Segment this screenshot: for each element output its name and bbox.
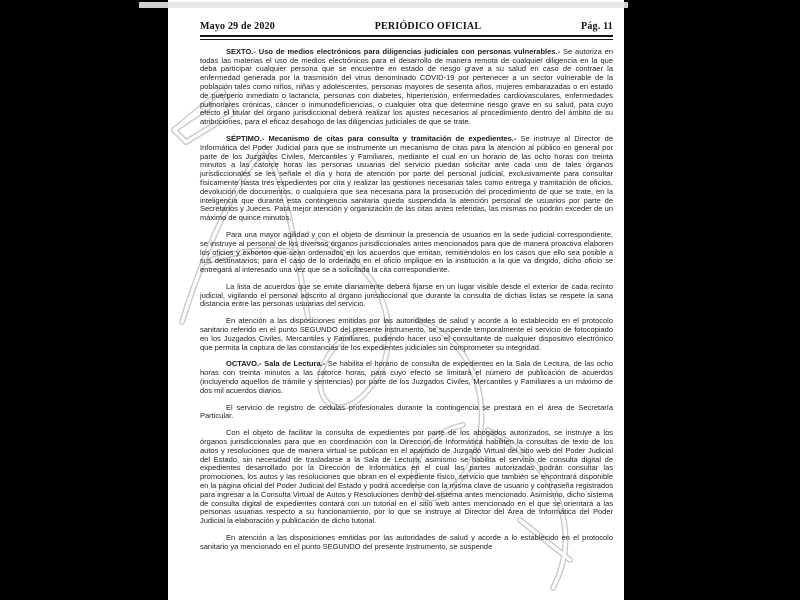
paragraph-octavo [200,360,613,395]
paragraph-final-suspende [200,534,613,552]
rule-thin-line [200,39,613,40]
gazette-page [168,0,624,600]
header-page-number: Pág. 11 [581,21,613,32]
paragraph-consulta-digital [200,429,613,526]
header-date: Mayo 29 de 2020 [200,21,275,32]
header-double-rule [200,35,613,40]
paragraph-lista-acuerdos [200,283,613,309]
paragraph-cedulas [200,404,613,422]
paragraph-text: Se instruye al Director de Informática del Poder Judicial para que se instrumente un mecanismo de citas para la atención al público en general por parte de los Juzgados Civiles, Mercantiles y Familiares, mediante el cual en un horario de las ocho horas con treinta minutos a las catorce horas las personas usuarias del servicio puedan solicitar ante cada uno de tales órganos jurisdiccionales se les señale el día y hora de atención por parte del personal judicial, exclusivamente para consultar físicamente hasta tres expedientes por cita y realizar las gestiones necesarias tales como entrega y tramitación de oficios, devolución de documentos, o cualquiera que sea necesaria para la prosecución del procedimiento de que se trate, en la inteligencia que durante esta contingencia sanitaria queda suspendida la atención personal de usuarios por parte de Secretarios y Jueces. Para mejor atención y organización de las citas antes referidas, las mismas no podrán exceder de un máximo de quince minutos. [200,133,614,223]
paragraph-fotocopiado [200,317,613,352]
paragraph-septimo [200,135,613,223]
paragraph-text: Para una mayor agilidad y con el objeto de disminuir la presencia de usuarios en la sede judicial correspondiente, se instruye al personal de los diversos órganos jurisdiccionales antes mencionados para que de manera proactiva elaboren los oficios y exhortos que sean ordenados en los acuerdos que emitan, remitiéndolos en los casos que ello sea posible a sus destinatarios; para el caso de lo ordenado en el oficio implique en la institución a la que va dirigido, dicho oficio se entregará al interesado una vez que se a solicitada la cita correspondiente. [200,229,613,275]
page-header [200,21,613,32]
document-body [200,48,613,552]
paragraph-text: El servicio de registro de cedulas profesionales durante la contingencia se prestará en el área de Secretaría Particular. [200,402,613,421]
paragraph-sexto [200,48,613,127]
paragraph-text: Se autoriza en todas las materias el uso de medios electrónicos para el desarrollo de manera remota de cualquier diligencia en la que deba participar cualquier persona que se encuentre en estado de riesgo grave a su salud en caso de contraer la enfermedad generada por la trasmisión del virus denominado COVID-19 por pertenecer a un sector vulnerable de la población tales como niños, niñas y adolescentes, personas mayores de sesenta años, mujeres embarazadas o en estado de puerperio inmediato o lactancia, personas con diabetes, hipertensión, enfermedades cardiovasculares, enfermedades pulmonares crónicas, cáncer o inmunodeficiencias, o cualquier otra que determine riesgo grave en su salud, para cuyo efecto el titular del órgano jurisdiccional deberá realizar los ajustes necesarios al procedimiento dentro del ámbito de su atribuciones, para el eficaz desahogo de las diligencias judiciales de que se trate. [200,46,613,127]
paragraph-text: Se habilita el horario de consulta de expedientes en la Sala de Lectura, de las ocho horas con treinta minutos a las catorce horas, para cuyo efecto se limitará el número de publicación de acuerdos (incluyendo aquellos de trámite y sentencias) por parte de los Juzgados Civiles, Mercantiles y Familiares a un máximo de dos mil acuerdos diarios. [200,359,613,395]
paragraph-text: En atención a las disposiciones emitidas por las autoridades de salud y acorde a lo establecido en el protocolo sanitario ya mencionado en el punto SEGUNDO del presente Instrumento, se suspende [200,533,613,551]
paragraph-lead: SÉPTIMO.- Mecanismo de citas para consulta y tramitación de expedientes.- [226,133,517,143]
paragraph-lead: OCTAVO.- Sala de Lectura.- [226,359,326,369]
header-title: PERIÓDICO OFICIAL [374,21,482,32]
paragraph-text: Con el objeto de facilitar la consulta de expedientes por parte de los abogados autorizados, se instruye a los órganos jurisdiccionales para que en coordinación con la Dirección de Informática habiliten la consultas de texto de los autos y resoluciones que de manera virtual se publican en el apartado de Juzgado Virtual del sitio web del Poder Judicial del Estado, sin necesidad de trasladarse a la Sala de Lectura, asimismo se habilita el servicio de consulta digital de expedientes desarrollado por la Dirección de Informática en el cual las partes autorizadas podrán consultar las promociones, los autos y las resoluciones que obran en el expediente físico, servicio que también se encontrará disponible en la página oficial del Poder Judicial del Estado y podrá accederse con la misma clave de usuario y contraseña registrados para ingresar a la Consulta Virtual de Autos y Resoluciones dentro del sistema antes mencionado. Asimismo, dicho sistema de consulta digital de expedientes contará con un tutorial en el sitio web antes mencionado en el que se orientará a las personas usuarias respecto a su funcionamiento, por lo que se instruye al Director del Área de Informática del Poder Judicial la elaboración y publicación de dicho tutorial. [200,428,613,526]
paragraph-agilidad [200,231,613,275]
paragraph-text: La lista de acuerdos que se emite diariamente deberá fijarse en un lugar visible desde el exterior de cada recinto judicial, vigilando el personal adscrito al órgano jurisdiccional que durante la consulta de dichas listas se respete la sana distancia entre las personas usuarias del servicio. [200,281,613,309]
scan-artifact-band [139,2,628,8]
paragraph-lead: SEXTO.- Uso de medios electrónicos para diligencias judiciales con personas vulnerables.- [226,46,561,56]
paragraph-text: En atención a las disposiciones emitidas por las autoridades de salud y acorde a lo establecido en el protocolo sanitario referido en el punto SEGUNDO del presente instrumento, se suspende temporalmente el servicio de fotocopiado en los Juzgados Civiles, Mercantiles y Familiares, pudiendo hacer uso el consultante de cualquier dispositivo electrónico que permita la captura de las constancias de los expedientes judiciales sin comprometer su integridad. [200,316,613,352]
